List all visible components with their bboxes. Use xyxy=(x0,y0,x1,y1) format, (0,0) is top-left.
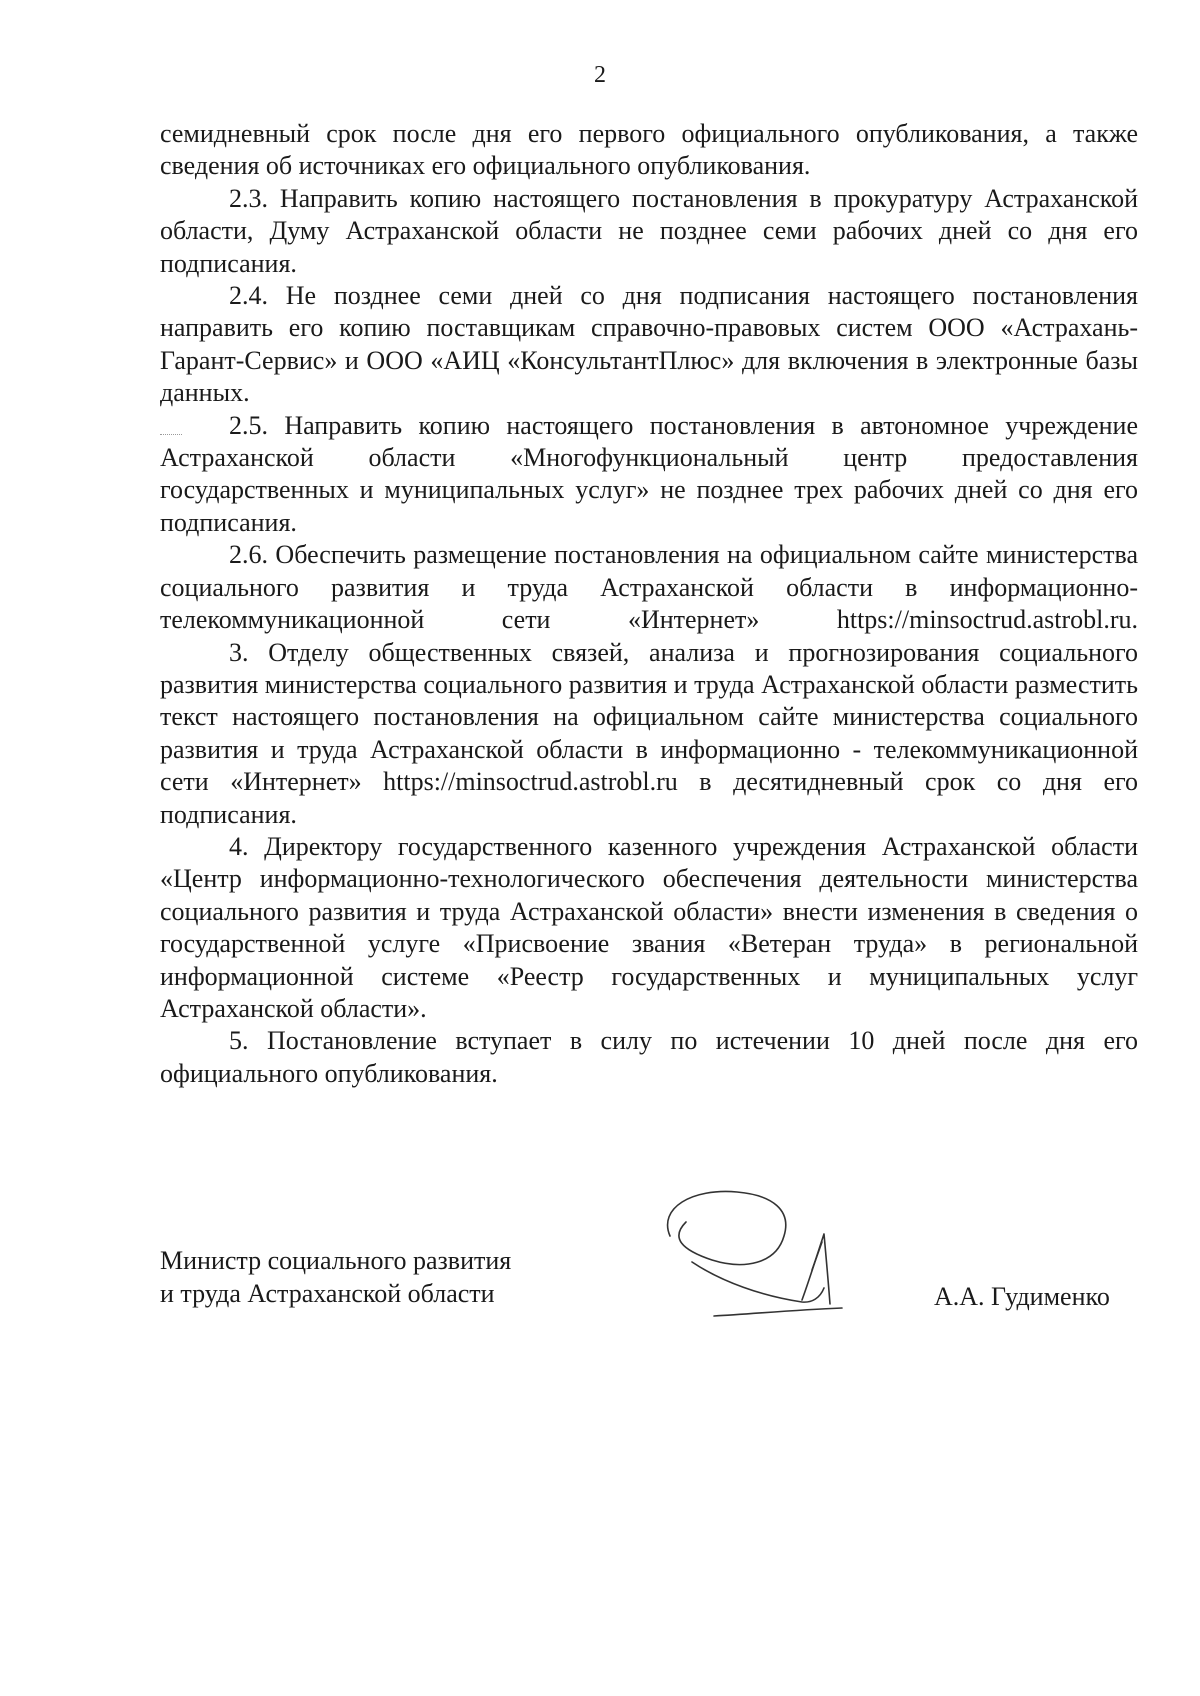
paragraph-2-3: 2.3. Направить копию настоящего постановления в прокуратуру Астраханской области, Думу Астраханской области не позднее семи рабочих дней со дня его подписания. xyxy=(160,183,1138,278)
paragraph-5: 5. Постановление вступает в силу по истечении 10 дней после дня его официального опубликования. xyxy=(160,1026,1138,1088)
document-body xyxy=(160,118,1138,1090)
signatory-position xyxy=(160,1244,511,1310)
signature-spike-stroke xyxy=(802,1234,830,1304)
page-number: 2 xyxy=(594,62,606,88)
signatory-name: А.А. Гудименко xyxy=(934,1282,1110,1311)
paragraph-continuation: семидневный срок после дня его первого официального опубликования, а также сведения об источниках его официального опубликования. xyxy=(160,119,1138,181)
paragraph-2-6: 2.6. Обеспечить размещение постановления на официальном сайте министерства социального развития и труда Астраханской области в информационно-телекоммуникационной сети «Интернет» https://minsoctrud.astrobl.ru. xyxy=(160,540,1138,635)
paragraph-4: 4. Директору государственного казенного учреждения Астраханской области «Центр информационно-технологического обеспечения деятельности министерства социального развития и труда Астраханской области» внести изменения в сведения о государственной услуге «Присвоение звания «Ветеран труда» в региональной информационной системе «Реестр государственных и муниципальных услуг Астраханской области». xyxy=(160,831,1138,1023)
paragraph-3: 3. Отделу общественных связей, анализа и прогнозирования социального развития министерства социального развития и труда Астраханской области разместить текст настоящего постановления на официальном сайте министерства социального развития и труда Астраханской области в информационно - телекоммуникационной сети «Интернет» https://minsoctrud.astrobl.ru в десятидневный срок со дня его подписания. xyxy=(160,637,1138,829)
handwritten-signature xyxy=(652,1178,872,1338)
signature-loop-stroke xyxy=(668,1191,786,1264)
paragraph-2-5: 2.5. Направить копию настоящего постановления в автономное учреждение Астраханской области «Многофункциональный центр предоставления государственных и муниципальных услуг» не позднее трех рабочих дней со дня его подписания. xyxy=(160,410,1138,537)
signature-base-stroke xyxy=(714,1308,842,1316)
signatory-position-line-1: Министр социального развития xyxy=(160,1246,512,1275)
paragraph-2-4: 2.4. Не позднее семи дней со дня подписания настоящего постановления направить его копию поставщикам справочно-правовых систем ООО «Астрахань-Гарант-Сервис» и ООО «АИЦ «КонсультантПлюс» для включения в электронные базы данных. xyxy=(160,281,1138,408)
signatory-position-line-2: и труда Астраханской области xyxy=(160,1279,495,1308)
signature-cross-stroke xyxy=(812,1242,822,1270)
